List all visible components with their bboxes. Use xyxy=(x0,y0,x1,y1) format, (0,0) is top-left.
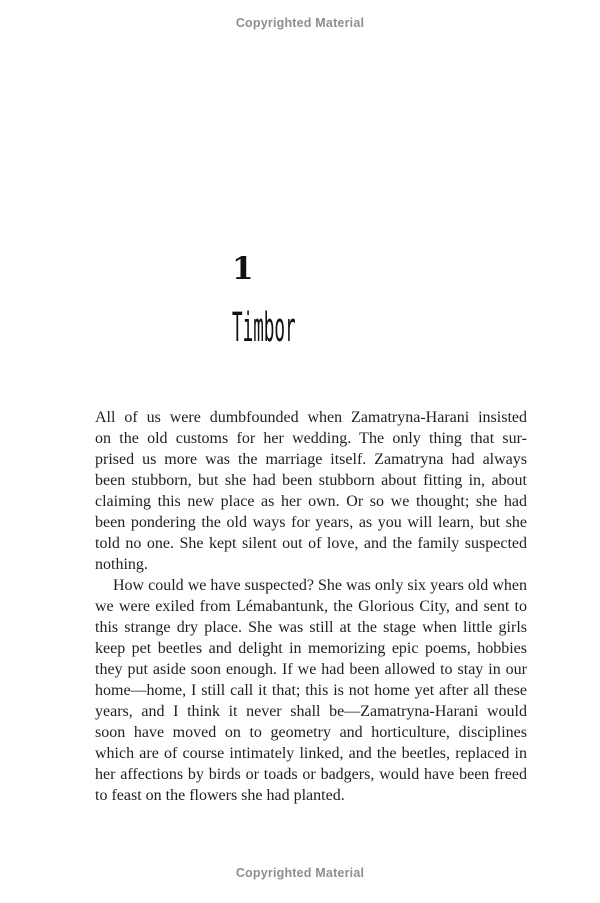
text-line: this strange dry place. She was still at the stage when little girls xyxy=(95,619,527,636)
text-line: to feast on the flowers she had planted. xyxy=(95,787,345,804)
copyright-notice-top: Copyrighted Material xyxy=(235,16,365,30)
text-line: home—home, I still call it that; this is not home yet after all these xyxy=(95,682,527,699)
text-line: soon have moved on to geometry and horticulture, disciplines xyxy=(95,724,527,741)
text-line: been pondering the old ways for years, as you will learn, but she xyxy=(95,514,527,531)
text-line: been stubborn, but she had been stubborn about fitting in, about xyxy=(95,472,527,489)
text-line: her affections by birds or toads or badgers, would have been freed xyxy=(95,766,527,783)
paragraph xyxy=(95,407,527,575)
text-line: they put aside soon enough. If we had been allowed to stay in our xyxy=(95,661,527,678)
text-line: How could we have suspected? She was only six years old when xyxy=(113,577,527,594)
paragraph xyxy=(95,575,527,806)
chapter-number: 1 xyxy=(232,251,254,287)
chapter-title: Timbor xyxy=(232,305,296,351)
text-line: which are of course intimately linked, and the beetles, replaced in xyxy=(95,745,527,762)
text-line: nothing. xyxy=(95,556,148,573)
text-line: years, and I think it never shall be—Zamatryna-Harani would xyxy=(95,703,527,720)
text-line: we were exiled from Lémabantunk, the Glorious City, and sent to xyxy=(95,598,527,615)
text-line: told no one. She kept silent out of love, and the family suspected xyxy=(95,535,527,552)
text-line: keep pet beetles and delight in memorizing epic poems, hobbies xyxy=(95,640,527,657)
text-line: prised us more was the marriage itself. Zamatryna had always xyxy=(95,451,527,468)
text-line: All of us were dumbfounded when Zamatryna-Harani insisted xyxy=(95,409,527,426)
copyright-notice-bottom: Copyrighted Material xyxy=(235,866,365,880)
text-line: claiming this new place as her own. Or so we thought; she had xyxy=(95,493,527,510)
text-line: on the old customs for her wedding. The only thing that sur- xyxy=(95,430,527,447)
body-text xyxy=(95,407,527,806)
